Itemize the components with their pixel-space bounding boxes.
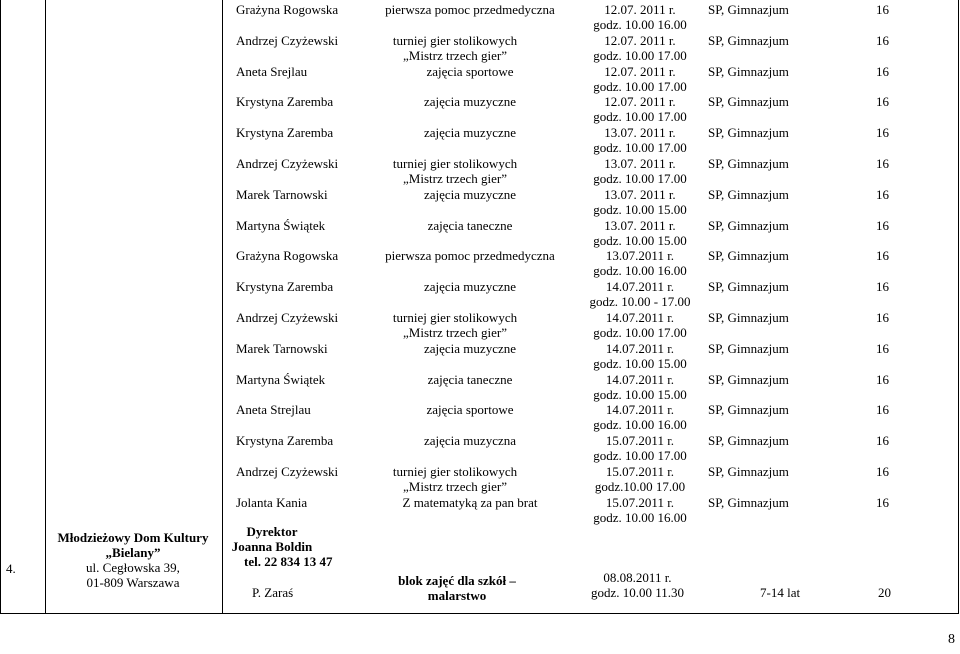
table-divider-col-institution bbox=[222, 0, 223, 614]
block-audience: 7-14 lat bbox=[760, 585, 801, 600]
row-name: Martyna Świątek bbox=[236, 217, 326, 233]
row-date: 14.07.2011 r. bbox=[605, 279, 675, 295]
row-time: godz. 10.00 15.00 bbox=[593, 201, 687, 217]
institution-line: Młodzieżowy Dom Kultury bbox=[57, 530, 209, 545]
row-count: 16 bbox=[876, 279, 889, 295]
row-audience: SP, Gimnazjum bbox=[708, 402, 789, 418]
row-event: zajęcia muzyczna bbox=[423, 433, 516, 449]
row-event: zajęcia muzyczne bbox=[423, 279, 516, 295]
row-date: 12.07. 2011 r. bbox=[604, 32, 676, 48]
row-count: 16 bbox=[876, 186, 889, 202]
row-count: 16 bbox=[876, 494, 889, 510]
row-date: 15.07.2011 r. bbox=[605, 494, 675, 510]
row-audience: SP, Gimnazjum bbox=[708, 494, 789, 510]
table-border-bottom bbox=[0, 613, 959, 614]
institution-line: 01-809 Warszawa bbox=[86, 575, 180, 590]
row-date: 14.07.2011 r. bbox=[605, 310, 675, 325]
row-time: godz. 10.00 17.00 bbox=[593, 448, 687, 464]
row-name: Andrzej Czyżewski bbox=[236, 32, 339, 48]
row-count: 16 bbox=[876, 310, 889, 325]
row-count: 16 bbox=[876, 63, 889, 79]
row-time: godz. 10.00 17.00 bbox=[593, 78, 687, 94]
row-time: godz. 10.00 17.00 bbox=[593, 140, 687, 156]
row-audience: SP, Gimnazjum bbox=[708, 32, 789, 48]
row-count: 16 bbox=[876, 217, 889, 233]
row-audience: SP, Gimnazjum bbox=[708, 125, 789, 141]
row-time: godz.10.00 17.00 bbox=[594, 479, 686, 494]
row-time: godz. 10.00 15.00 bbox=[593, 386, 687, 402]
row-count: 16 bbox=[876, 94, 889, 110]
row-name: Andrzej Czyżewski bbox=[236, 310, 339, 325]
director-name: Joanna Boldin bbox=[231, 539, 313, 554]
block-title: blok zajęć dla szkół – bbox=[398, 573, 516, 588]
row-event: zajęcia sportowe bbox=[426, 63, 514, 79]
director-title: Dyrektor bbox=[246, 524, 298, 539]
row-count: 16 bbox=[876, 433, 889, 449]
row-event: zajęcia muzyczne bbox=[423, 186, 516, 202]
row-date: 14.07.2011 r. bbox=[605, 402, 675, 418]
row-event-line2: „Mistrz trzech gier” bbox=[403, 47, 507, 63]
row-name: Krystyna Zaremba bbox=[236, 279, 334, 295]
row-audience: SP, Gimnazjum bbox=[708, 217, 789, 233]
row-date: 12.07. 2011 r. bbox=[604, 94, 676, 110]
row-audience: SP, Gimnazjum bbox=[708, 433, 789, 449]
row-count: 16 bbox=[876, 156, 889, 171]
row-time: godz. 10.00 16.00 bbox=[593, 509, 687, 525]
row-audience: SP, Gimnazjum bbox=[708, 156, 789, 171]
row-time: godz. 10.00 17.00 bbox=[593, 47, 687, 63]
table-border-left bbox=[0, 0, 1, 614]
row-time: godz. 10.00 15.00 bbox=[593, 232, 687, 248]
institution-line: ul. Cegłowska 39, bbox=[86, 560, 180, 575]
row-name: Aneta Strejlau bbox=[236, 402, 311, 418]
row-event-line2: „Mistrz trzech gier” bbox=[403, 479, 507, 494]
row-event: zajęcia sportowe bbox=[426, 402, 514, 418]
row-audience: SP, Gimnazjum bbox=[708, 371, 789, 387]
row-date: 13.07. 2011 r. bbox=[604, 156, 676, 171]
row-count: 16 bbox=[876, 340, 889, 356]
row-time: godz. 10.00 - 17.00 bbox=[589, 294, 691, 310]
row-name: Marek Tarnowski bbox=[236, 186, 328, 202]
row-audience: SP, Gimnazjum bbox=[708, 310, 789, 325]
row-audience: SP, Gimnazjum bbox=[708, 2, 789, 17]
row-date: 12.07. 2011 r. bbox=[604, 2, 676, 17]
row-date: 12.07. 2011 r. bbox=[604, 63, 676, 79]
row-event-line2: „Mistrz trzech gier” bbox=[403, 325, 507, 340]
row-event: zajęcia taneczne bbox=[427, 217, 513, 233]
table-border-right bbox=[958, 0, 959, 614]
row-count: 16 bbox=[876, 464, 889, 479]
teacher-name: P. Zaraś bbox=[252, 585, 294, 600]
row-name: Marek Tarnowski bbox=[236, 340, 328, 356]
row-audience: SP, Gimnazjum bbox=[708, 464, 789, 479]
entry-number: 4. bbox=[6, 561, 16, 576]
block-count: 20 bbox=[878, 585, 891, 600]
row-name: Jolanta Kania bbox=[236, 494, 308, 510]
row-audience: SP, Gimnazjum bbox=[708, 248, 789, 264]
row-event: Z matematyką za pan brat bbox=[402, 494, 538, 510]
row-name: Krystyna Zaremba bbox=[236, 94, 334, 110]
row-date: 13.07. 2011 r. bbox=[604, 217, 676, 233]
row-count: 16 bbox=[876, 2, 889, 17]
block-date: 08.08.2011 r. bbox=[603, 570, 672, 585]
row-name: Martyna Świątek bbox=[236, 371, 326, 387]
row-event: pierwsza pomoc przedmedyczna bbox=[385, 2, 555, 17]
row-date: 15.07.2011 r. bbox=[605, 433, 675, 449]
row-time: godz. 10.00 16.00 bbox=[593, 417, 687, 433]
block-time: godz. 10.00 11.30 bbox=[590, 585, 685, 600]
row-count: 16 bbox=[876, 402, 889, 418]
row-event: turniej gier stolikowych bbox=[392, 32, 518, 48]
row-audience: SP, Gimnazjum bbox=[708, 279, 789, 295]
row-time: godz. 10.00 15.00 bbox=[593, 355, 687, 371]
row-event-line2: „Mistrz trzech gier” bbox=[403, 171, 507, 186]
row-date: 13.07.2011 r. bbox=[605, 248, 675, 264]
row-name: Andrzej Czyżewski bbox=[236, 156, 339, 171]
row-name: Aneta Srejlau bbox=[236, 63, 308, 79]
row-name: Grażyna Rogowska bbox=[236, 248, 339, 264]
page-number: 8 bbox=[948, 632, 955, 647]
row-event: zajęcia muzyczne bbox=[423, 340, 516, 356]
row-name: Krystyna Zaremba bbox=[236, 125, 334, 141]
director-phone: tel. 22 834 13 47 bbox=[244, 554, 333, 569]
row-date: 13.07. 2011 r. bbox=[604, 125, 676, 141]
row-time: godz. 10.00 17.00 bbox=[593, 109, 687, 125]
row-count: 16 bbox=[876, 125, 889, 141]
row-event: pierwsza pomoc przedmedyczna bbox=[385, 248, 555, 264]
row-name: Andrzej Czyżewski bbox=[236, 464, 339, 479]
row-event: turniej gier stolikowych bbox=[392, 156, 518, 171]
row-count: 16 bbox=[876, 371, 889, 387]
institution-line: „Bielany” bbox=[105, 545, 161, 560]
row-audience: SP, Gimnazjum bbox=[708, 94, 789, 110]
row-audience: SP, Gimnazjum bbox=[708, 340, 789, 356]
row-time: godz. 10.00 16.00 bbox=[593, 263, 687, 279]
row-count: 16 bbox=[876, 248, 889, 264]
row-count: 16 bbox=[876, 32, 889, 48]
row-event: zajęcia taneczne bbox=[427, 371, 513, 387]
row-time: godz. 10.00 17.00 bbox=[593, 171, 687, 186]
row-date: 13.07. 2011 r. bbox=[604, 186, 676, 202]
row-date: 14.07.2011 r. bbox=[605, 371, 675, 387]
row-date: 14.07.2011 r. bbox=[605, 340, 675, 356]
row-date: 15.07.2011 r. bbox=[605, 464, 675, 479]
row-event: zajęcia muzyczne bbox=[423, 125, 516, 141]
row-event: turniej gier stolikowych bbox=[392, 464, 518, 479]
block-title-line2: malarstwo bbox=[427, 588, 487, 603]
row-time: godz. 10.00 16.00 bbox=[593, 17, 687, 32]
row-event: zajęcia muzyczne bbox=[423, 94, 516, 110]
row-time: godz. 10.00 17.00 bbox=[593, 325, 687, 340]
row-name: Krystyna Zaremba bbox=[236, 433, 334, 449]
row-name: Grażyna Rogowska bbox=[236, 2, 339, 17]
row-audience: SP, Gimnazjum bbox=[708, 186, 789, 202]
row-event: turniej gier stolikowych bbox=[392, 310, 518, 325]
row-audience: SP, Gimnazjum bbox=[708, 63, 789, 79]
table-divider-col-number bbox=[45, 0, 46, 614]
